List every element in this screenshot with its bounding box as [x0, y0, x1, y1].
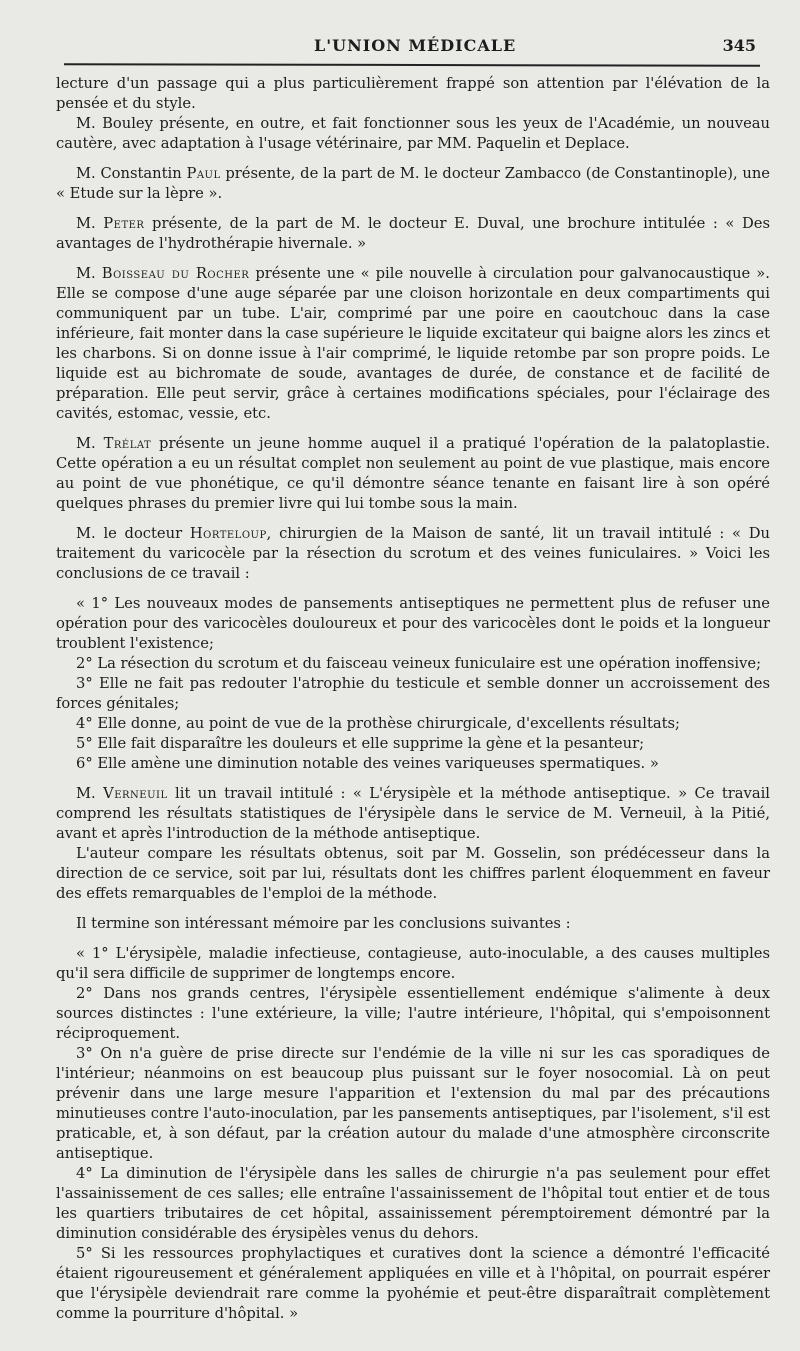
paragraph-text: M. [76, 265, 102, 282]
author-name: Horteloup [189, 525, 267, 542]
paragraph-text: M. le docteur [76, 525, 190, 542]
paragraph [56, 434, 770, 514]
conclusion-item [56, 944, 770, 984]
paragraph [56, 214, 770, 254]
paragraph-text: M. Bouley présente, en outre, et fait fonctionner sous les yeux de l'Académie, un nouveau cautère, avec adaptation à l'usage vétérinaire, par MM. Paquelin et Deplace. [56, 115, 770, 152]
paragraph-text: 5° Elle fait disparaître les douleurs et elle supprime la gène et la pesanteur; [76, 735, 645, 752]
paragraph-text: 4° La diminution de l'érysipèle dans les salles de chirurgie n'a pas seulement pour effet l'assainissement de ces salles; elle entraîne l'assainissement de l'hôpital tout entier et de tous les quartiers tributaires de cet hôpital, assainissement péremptoirement démontré par la diminution considérable des érysipèles venus du dehors. [56, 1165, 770, 1242]
conclusion-item [56, 1044, 770, 1164]
paragraph-text: M. Constantin [76, 165, 187, 182]
conclusion-item [56, 1164, 770, 1244]
conclusion-item [56, 714, 770, 734]
paragraph-text: « 1° L'érysipèle, maladie infectieuse, contagieuse, auto-inoculable, a des causes multiples qu'il sera difficile de supprimer de longtemps encore. [56, 945, 770, 982]
conclusion-item [56, 654, 770, 674]
paragraph-text: 3° Elle ne fait pas redouter l'atrophie du testicule et semble donner un accroissement des forces génitales; [56, 675, 770, 712]
author-name: Boisseau du Rocher [101, 265, 250, 282]
paragraph [56, 264, 770, 424]
paragraph-text: 3° On n'a guère de prise directe sur l'endémie de la ville ni sur les cas sporadiques de l'intérieur; néanmoins on est beaucoup plus puissant sur le foyer nosocomial. Là on peut prévenir dans une large mesure l'apparition et l'extension du mal par des précautions minutieuses contre l'auto-inoculation, par les pansements antiseptiques, par l'isolement, s'il est praticable, et, à son défaut, par la création autour du malade d'une atmosphère circonscrite antiseptique. [56, 1045, 770, 1162]
conclusion-item [56, 754, 770, 774]
journal-title: L'UNION MÉDICALE [314, 36, 517, 55]
paragraph-text: lit un travail intitulé : « L'érysipèle et la méthode antiseptique. » Ce travail comprend les résultats statistiques de l'érysipèle dans le service de M. Verneuil, à la Pitié, avant et après l'introduction de la méthode antiseptique. [56, 785, 770, 842]
paragraph-text: 5° Si les ressources prophylactiques et curatives dont la science a démontré l'efficacité étaient rigoureusement et généralement appliquées en ville et à l'hôpital, on pourrait espérer que l'érysipèle deviendrait rare comme la pyohémie et peut-être disparaîtrait complètement comme la pourriture d'hôpital. » [56, 1245, 770, 1322]
paragraph-text: 2° Dans nos grands centres, l'érysipèle essentiellement endémique s'alimente à deux sources distinctes : l'une extérieure, la ville; l'autre intérieure, l'hôpital, qui s'empoisonnent réciproquement. [56, 985, 770, 1042]
paragraph-text: 4° Elle donne, au point de vue de la prothèse chirurgicale, d'excellents résultats; [76, 715, 681, 732]
page-number: 345 [722, 36, 756, 55]
paragraph [56, 524, 770, 584]
paragraph-text: M. [76, 435, 104, 452]
paragraph [56, 164, 770, 204]
paragraph-text: présente, de la part de M. le docteur E. Duval, une brochure intitulée : « Des avantages de l'hydrothérapie hivernale. » [56, 215, 770, 252]
header-rule [64, 63, 760, 66]
conclusion-item [56, 674, 770, 714]
paragraph-text: 6° Elle amène une diminution notable des veines variqueuses spermatiques. » [76, 755, 659, 772]
author-name: Peter [103, 215, 145, 232]
paragraph-text: présente un jeune homme auquel il a pratiqué l'opération de la palatoplastie. Cette opération a eu un résultat complet non seulement au point de vue plastique, mais encore au point de vue phonétique, ce qu'il démontre séance tenante en faisant lire à son opéré quelques phrases du premier livre qui lui tombe sous la main. [56, 435, 770, 512]
paragraph [56, 74, 770, 114]
paragraph-text: Il termine son intéressant mémoire par les conclusions suivantes : [76, 915, 571, 932]
conclusion-item [56, 594, 770, 654]
author-name: Verneuil [103, 785, 168, 802]
paragraph-text: M. [76, 215, 104, 232]
paragraph [56, 784, 770, 844]
paragraph [56, 844, 770, 904]
paragraph-text: L'auteur compare les résultats obtenus, soit par M. Gosselin, son prédécesseur dans la direction de ce service, soit par lui, résultats dont les chiffres parlent éloquemment en faveur des effets remarquables de l'emploi de la méthode. [56, 845, 770, 902]
conclusion-item [56, 734, 770, 754]
paragraph-text: lecture d'un passage qui a plus particulièrement frappé son attention par l'élévation de la pensée et du style. [56, 75, 770, 112]
paragraph-text: « 1° Les nouveaux modes de pansements antiseptiques ne permettent plus de refuser une opération pour des varicocèles douloureux et pour des varicocèles dont le poids et la longueur troublent l'existence; [56, 595, 770, 652]
paragraph [56, 914, 770, 934]
paragraph-text: présente une « pile nouvelle à circulation pour galvanocaustique ». Elle se compose d'une auge séparée par une cloison horizontale en deux compartiments qui communiquent par un tube. L'air, comprimé par une poire en caoutchouc dans la case inférieure, fait monter dans la case supérieure le liquide excitateur qui baigne alors les zincs et les charbons. Si on donne issue à l'air comprimé, le liquide retombe par son propre poids. Le liquide est au bichromate de soude, avantages de durée, de constance et de facilité de préparation. Elle peut servir, grâce à certaines modifications spéciales, pour l'éclairage des cavités, estomac, vessie, etc. [56, 265, 770, 422]
paragraph-text: 2° La résection du scrotum et du faisceau veineux funiculaire est une opération inoffensive; [76, 655, 762, 672]
paragraph-text: M. [76, 785, 104, 802]
paragraph-text: , chirurgien de la Maison de santé, lit un travail intitulé : « Du traitement du varicocèle par la résection du scrotum et des veines funiculaires. » Voici les conclusions de ce travail : [56, 525, 770, 582]
author-name: Paul [186, 165, 221, 182]
conclusion-item [56, 1244, 770, 1324]
paragraph [56, 114, 770, 154]
paragraph-text: présente, de la part de M. le docteur Zambacco (de Constantinople), une « Etude sur la lèpre ». [56, 165, 770, 202]
conclusion-item [56, 984, 770, 1044]
author-name: Trélat [103, 435, 152, 452]
page-header [56, 30, 770, 64]
article-body [56, 74, 770, 1324]
